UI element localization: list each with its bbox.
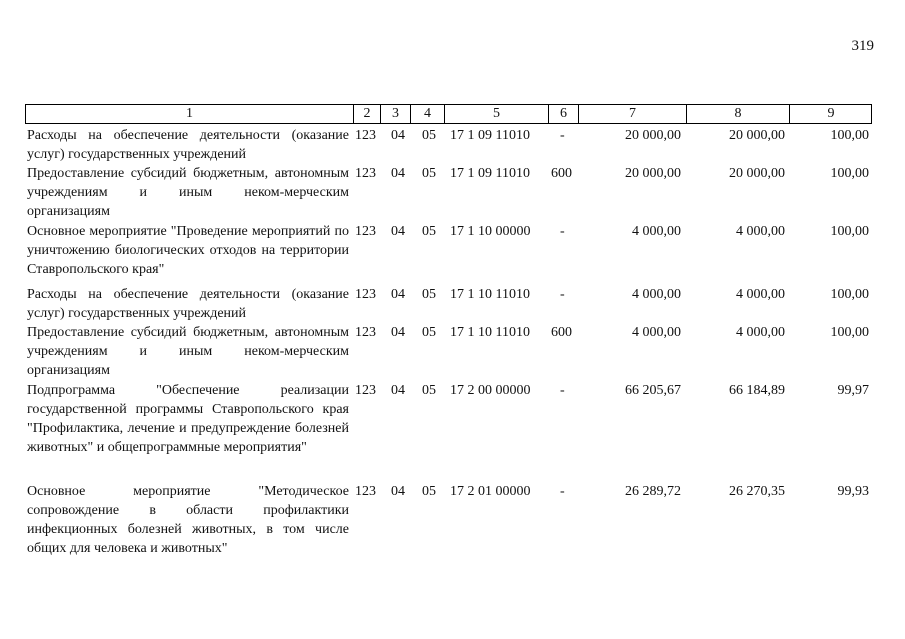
row-col-8: 4 000,00	[736, 224, 785, 239]
row-col-5: 17 2 00 00000	[450, 383, 531, 398]
row-col-7: 66 205,67	[625, 383, 681, 398]
row-col-6: -	[560, 224, 565, 239]
row-col-3: 04	[391, 166, 405, 181]
row-col-7: 20 000,00	[625, 128, 681, 143]
row-name: Подпрограмма "Обеспечение реализации государственной программы Ставропольского края "Профилактика, лечение и предупреждение болезней животных" и общепрограммные мероприятия"	[27, 383, 349, 455]
row-col-6: -	[560, 383, 565, 398]
row-col-2: 123	[355, 383, 376, 398]
row-name: Расходы на обеспечение деятельности (оказание услуг) государственных учреждений	[27, 287, 349, 321]
row-col-8: 66 184,89	[729, 383, 785, 398]
row-name: Основное мероприятие "Методическое сопровождение в области профилактики инфекционных болезней животных, в том числе общих для человека и животных"	[27, 484, 349, 556]
header-col-1: 1	[26, 105, 354, 123]
table-header	[25, 104, 872, 124]
page-number: 319	[851, 38, 874, 54]
row-col-6: 600	[551, 166, 572, 181]
row-col-8: 20 000,00	[729, 166, 785, 181]
row-col-9: 100,00	[830, 287, 869, 302]
row-col-3: 04	[391, 325, 405, 340]
row-col-6: -	[560, 287, 565, 302]
row-col-6: -	[560, 484, 565, 499]
row-col-5: 17 1 10 00000	[450, 224, 531, 239]
row-col-2: 123	[355, 287, 376, 302]
row-col-6: 600	[551, 325, 572, 340]
row-col-7: 20 000,00	[625, 166, 681, 181]
row-col-9: 99,93	[837, 484, 869, 499]
row-col-9: 100,00	[830, 166, 869, 181]
row-col-5: 17 2 01 00000	[450, 484, 531, 499]
row-col-8: 4 000,00	[736, 287, 785, 302]
row-col-4: 05	[422, 287, 436, 302]
row-col-4: 05	[422, 166, 436, 181]
row-col-8: 4 000,00	[736, 325, 785, 340]
row-col-2: 123	[355, 484, 376, 499]
row-col-2: 123	[355, 128, 376, 143]
row-name: Предоставление субсидий бюджетным, автономным учреждениям и иным неком-мерческим организациям	[27, 166, 349, 219]
row-col-9: 100,00	[830, 325, 869, 340]
row-col-9: 99,97	[837, 383, 869, 398]
row-name: Расходы на обеспечение деятельности (оказание услуг) государственных учреждений	[27, 128, 349, 162]
row-col-4: 05	[422, 484, 436, 499]
row-col-7: 4 000,00	[632, 224, 681, 239]
row-col-4: 05	[422, 383, 436, 398]
header-col-7: 7	[579, 105, 687, 123]
row-name: Основное мероприятие "Проведение мероприятий по уничтожению биологических отходов на территории Ставропольского края"	[27, 224, 349, 277]
row-col-3: 04	[391, 128, 405, 143]
row-col-4: 05	[422, 325, 436, 340]
header-col-8: 8	[687, 105, 790, 123]
header-col-6: 6	[549, 105, 579, 123]
header-col-9: 9	[827, 106, 835, 121]
row-col-6: -	[560, 128, 565, 143]
row-col-5: 17 1 10 11010	[450, 325, 530, 340]
row-col-2: 123	[355, 166, 376, 181]
row-col-7: 4 000,00	[632, 325, 681, 340]
row-col-5: 17 1 09 11010	[450, 166, 530, 181]
row-col-3: 04	[391, 484, 405, 499]
header-col-5: 5	[445, 105, 549, 123]
row-col-3: 04	[391, 224, 405, 239]
row-col-5: 17 1 10 11010	[450, 287, 530, 302]
row-col-9: 100,00	[830, 224, 869, 239]
row-col-4: 05	[422, 224, 436, 239]
row-col-3: 04	[391, 383, 405, 398]
row-col-2: 123	[355, 325, 376, 340]
header-col-2: 2	[354, 105, 381, 123]
row-col-5: 17 1 09 11010	[450, 128, 530, 143]
header-col-4: 4	[411, 105, 445, 123]
row-col-4: 05	[422, 128, 436, 143]
row-name: Предоставление субсидий бюджетным, автономным учреждениям и иным неком-мерческим организациям	[27, 325, 349, 378]
row-col-9: 100,00	[830, 128, 869, 143]
row-col-2: 123	[355, 224, 376, 239]
row-col-7: 26 289,72	[625, 484, 681, 499]
row-col-3: 04	[391, 287, 405, 302]
row-col-8: 26 270,35	[729, 484, 785, 499]
header-col-3: 3	[381, 105, 411, 123]
row-col-7: 4 000,00	[632, 287, 681, 302]
row-col-8: 20 000,00	[729, 128, 785, 143]
